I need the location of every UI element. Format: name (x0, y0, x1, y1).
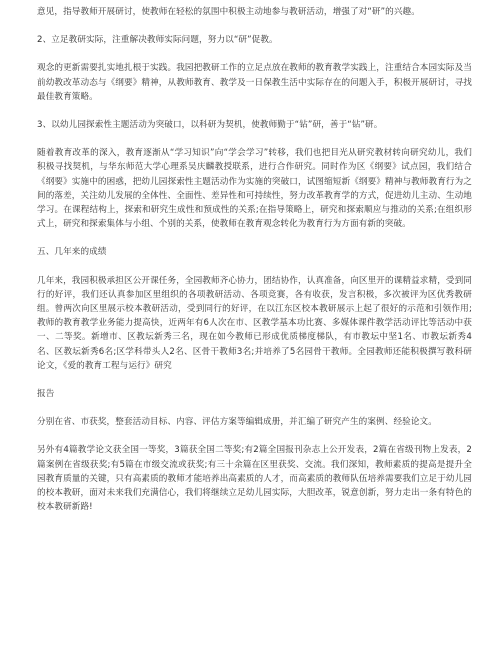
body-paragraph: 几年来，我园积极承担区公开课任务，全园教师齐心协力，团结协作，认真准备，向区里开的课精益求精，受到同行的好评，我们还认真参加区里组织的各项教研活动、各项竞赛，各有收获，发言积极，多次被评为区优秀教研组。曾两次向区里展示校本教研活动，受到同行的好评，在以江东区校本教研展示上起了很好的示范和引领作用;教师的教育教学业务能力提高快，近两年有6人次在市、区教学基本功比赛、多媒体课件教学活动评比等活动中获一、二等奖。新增市、区教坛新秀三名，现在如今教师已形成优质梯度梯队，有市教坛中坚1名、市教坛新秀4名、区教坛新秀6名;区学科带头人2名、区骨干教师3名;并培养了5名园骨干教师。全园教师还能积极撰写教科研论文，《爱的教育工程与运行》研究 (37, 275, 472, 371)
section-heading: 五、几年来的成绩 (37, 247, 107, 258)
section-heading: 报告 (37, 389, 55, 400)
body-paragraph: 意见，指导教师开展研讨，使教师在轻松的氛围中积极主动地参与教研活动，增强了对“研”的兴趣。 (37, 7, 420, 17)
section-heading: 3、以幼儿园探索性主题活动为突破口，以科研为契机，使教师勤于“钻”研，善于“钻”研。 (37, 120, 383, 131)
body-paragraph: 分别在省、市获奖，整套活动目标、内容、评估方案等编辑成册，并汇编了研究产生的案例、经验论文。 (37, 417, 437, 428)
body-paragraph: 随着教育改革的深入，教育逐渐从“学习知识”向“学会学习”转移，我们也把目光从研究教材转向研究幼儿，我们积极寻找契机，与华东师范大学心理系吴庆麟教授联系，进行合作研究。同时作为区《纲要》试点园，我们结合《纲要》实施中的困惑，把幼儿园探索性主题活动作为实施的突破口，试图缩短新《纲要》精神与教师教育行为之间的落差，关注幼儿发展的全体性、全面性、差异性和可持续性，努力改革教育学的方式，促进幼儿主动、生动地学习。在课程结构上，探索和研究生成性和预成性的关系;在指导策略上，研究和探索顺应与推动的关系;在组织形式上，研究和探索集体与小组、个别的关系，使教师在教育观念转化为教育行为方面有新的突破。 (37, 148, 472, 230)
body-paragraph: 观念的更新需要扎实地扎根于实践。我园把教研工作的立足点放在教师的教育教学实践上，注重结合本园实际及当前幼教改革动态与《纲要》精神，从教师教育、教学及一日保教生活中实际存在的问题入手，积极开展研讨，寻找最佳教育策略。 (37, 63, 472, 102)
body-paragraph: 另外有4篇教学论文获全国一等奖，3篇获全国二等奖;有2篇全国报刊杂志上公开发表，2篇在省级刊物上发表，2篇案例在省级获奖;有5篇在市级交流或获奖;有三十余篇在区里获奖、交流。我们深知，教师素质的提高是提升全园教育质量的关键，只有高素质的教师才能培养出高素质的人才，而高素质的教师队伍培养需要我们立足于幼儿园的校本教研，面对未来我们充满信心，我们将继续立足幼儿园实际，大胆改革，锐意创新，努力走出一条有特色的校本教研新路! (37, 445, 472, 513)
section-heading: 2、立足教研实际，注重解决教师实际问题，努力以“研”促教。 (37, 35, 278, 46)
